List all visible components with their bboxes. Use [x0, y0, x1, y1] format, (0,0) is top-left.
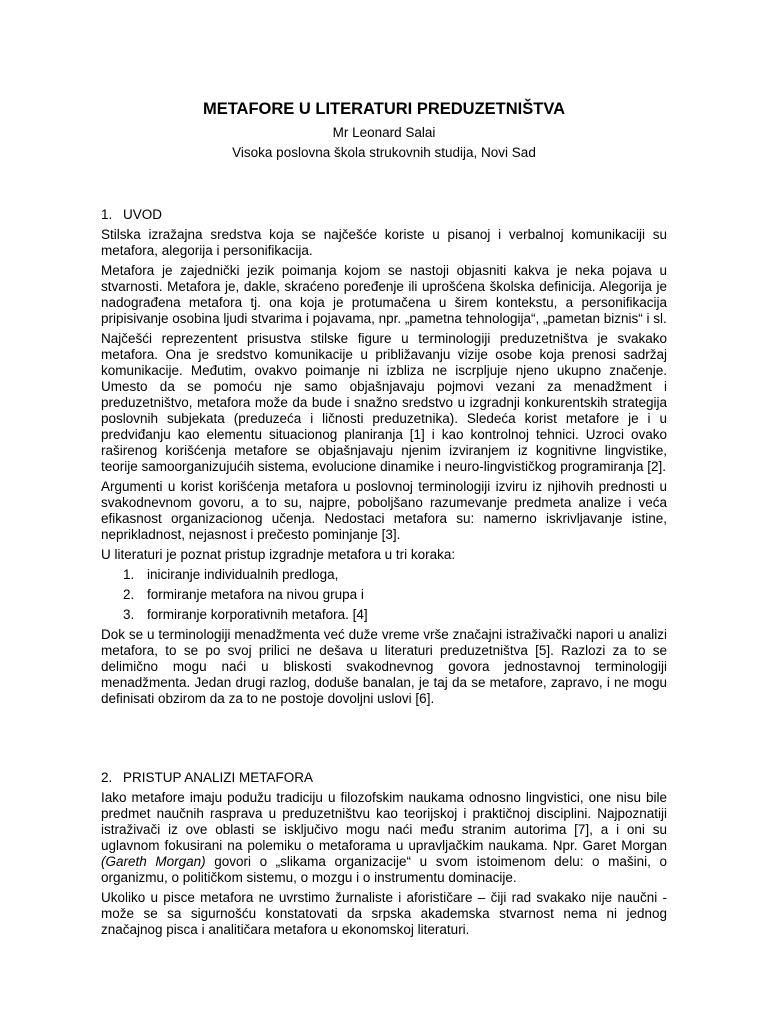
- section-heading: [101, 207, 667, 223]
- paragraph: [101, 790, 667, 886]
- list-item: [101, 607, 667, 623]
- section-pristup-analizi: [101, 770, 667, 942]
- paper-title: METAFORE U LITERATURI PREDUZETNIŠTVA: [202, 100, 566, 118]
- steps-list: [101, 567, 667, 623]
- author-name: Mr Leonard Salai: [332, 125, 436, 140]
- list-item: [101, 567, 667, 583]
- author-affiliation: Visoka poslovna škola strukovnih studija, Novi Sad: [232, 145, 536, 160]
- paragraph: U literaturi je poznat pristup izgradnje metafora u tri koraka:: [101, 547, 456, 562]
- section-title: UVOD: [123, 207, 163, 222]
- paragraph: Najčešći reprezentent prisustva stilske figure u terminologiji preduzetništva je svakako metafora. Ona je sredstvo komunikacije u približavanju vizije osobe koja prenosi sadržaj komunikacije. Međutim, ovakvo poimanje ni izbliza ne iscrpljuje njeno ukupno značenje. Umesto da se pomoću nje samo objašnjavaju pojmovi vezani za menadžment i preduzetništvo, metafora može da bude i snažno sredstvo u izgradnji konkurentskih strategija poslovnih subjekata (preduzeća i ličnosti preduzetnika). Sledeća korist metafore je i u predviđanju kao elementu situacionog planiranja [1] i kao kontrolnoj tehnici. Uzroci ovako raširenog korišćenja metafore se objašnjavaju njenim izviranjem iz kognitivne lingvistike, teorije samoorganizujućih sistema, evolucione dinamike i neuro-lingvističkog programiranja [2].: [101, 331, 667, 474]
- italic-name: (Gareth Morgan): [101, 854, 206, 869]
- section-title: PRISTUP ANALIZI METAFORA: [123, 770, 314, 785]
- list-text: formiranje metafora na nivou grupa i: [147, 587, 364, 602]
- section-number: 1.: [101, 207, 113, 222]
- paragraph: Argumenti u korist korišćenja metafora u poslovnoj terminologiji izviru iz njihovih prednosti u svakodnevnom govoru, a to su, najpre, poboljšano razumevanje predmeta analize i veća efikasnost organizacionog učenja. Nedostaci metafora su: namerno iskrivljavanje istine, neprikladnost, nejasnost i prečesto pominjanje [3].: [101, 479, 667, 542]
- list-text: iniciranje individualnih predloga,: [147, 567, 339, 582]
- paragraph: Ukoliko u pisce metafora ne uvrstimo žurnaliste i aforističare – čiji rad svakako nije naučni - može se sa sigurnošću konstatovati da srpska akademska stvarnost nema ni jednog značajnog pisca i analitičara metafora u ekonomskoj literaturi.: [101, 890, 667, 937]
- list-number: 3.: [123, 607, 135, 622]
- list-number: 1.: [123, 567, 135, 582]
- list-number: 2.: [123, 587, 135, 602]
- list-item: [101, 587, 667, 603]
- text-run: govori o „slikama organizacije“ u svom istoimenom delu: o mašini, o organizmu, o političkom sistemu, o mozgu i o instrumentu dominacije.: [101, 854, 667, 885]
- list-text: formiranje korporativnih metafora. [4]: [147, 607, 368, 622]
- section-heading: [101, 770, 667, 786]
- text-run: Iako metafore imaju podužu tradiciju u filozofskim naukama odnosno lingvistici, one nisu bile predmet naučnih rasprava u preduzetništvu kao teorijskoj i praktičnoj disciplini. Najpoznatiji istraživači iz ove oblasti se isključivo mogu naći među stranim autorima [7], a i oni su uglavnom fokusirani na polemiku o metaforama u upravljačkim naukama. Npr. Garet Morgan: [101, 790, 667, 853]
- paragraph: Metafora je zajednički jezik poimanja kojom se nastoji objasniti kakva je neka pojava u stvarnosti. Metafora je, dakle, skraćeno poređenje ili uprošćena školska definicija. Alegorija je nadograđena metafora tj. ona koja je protumačena u širem kontekstu, a personifikacija pripisivanje osobina ljudi stvarima i pojavama, npr. „pametna tehnologija“, „pametan biznis“ i sl.: [101, 263, 667, 326]
- section-uvod: [101, 207, 667, 711]
- paragraph: Stilska izražajna sredstva koja se najčešće koriste u pisanoj i verbalnoj komunikaciji su metafora, alegorija i personifikacija.: [101, 227, 667, 258]
- paragraph: Dok se u terminologiji menadžmenta već duže vreme vrše značajni istraživački napori u analizi metafora, to se po svoj prilici ne dešava u literaturi preduzetništva [5]. Razlozi za to se delimično mogu naći u bliskosti svakodnevnog govora jednostavnoj terminologiji menadžmenta. Jedan drugi razlog, doduše banalan, je taj da se metafore, zapravo, i ne mogu definisati obzirom da za to ne postoje dovoljni uslovi [6].: [101, 627, 667, 706]
- section-number: 2.: [101, 770, 113, 785]
